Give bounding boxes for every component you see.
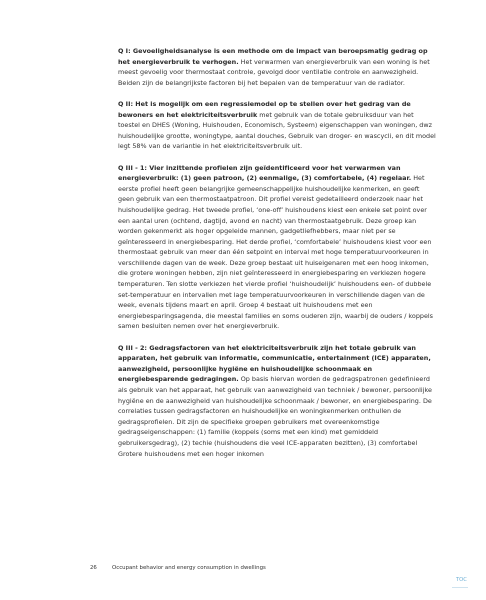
toc-underline <box>452 587 468 588</box>
footer-title: Occupant behavior and energy consumption in dwellings <box>112 565 266 571</box>
paragraph-q2 <box>118 99 436 152</box>
paragraph-body: Op basis hiervan worden de gedragspatronen gedefinieerd als gebruik van het apparaat, het gebruik van aanwezigheid van techniek / bewoner, persoonlijke hygiëne en de aanwezigheid van huishoudelijke schoonmaak / bewoner, en energiebesparing. De correlaties tussen gedragsfactoren en huishoudelijke en woningkenmerken onthullen de gedragsprofielen. Dit zijn de specifieke groepen gebruikers met overeenkomstige gedragseigenschappen: (1) familie (koppels (soms met een kind) met gemiddeld gebruikersgedrag), (2) techie (huishoudens die veel ICE-apparaten bezitten), (3) comfortabel Grotere huishoudens met een hoger inkomen <box>118 375 432 458</box>
paragraph-lead: Q II: Het is mogelijk om een regressiemodel op te stellen over het gedrag van de bewoners en het elektriciteitsverbruik <box>118 99 411 119</box>
paragraph-body: Het eerste profiel heeft geen belangrijke gemeenschappelijke huishoudelijke kenmerken, en geeft geen gebruik van een thermostaatpatroon. Dit profiel vereist gedetailleerd onderzoek naar het huishoudelijke gedrag. Het tweede profiel, ‘one-off’ huishoudens kiest een enkele set point over een aantal uren (ochtend, dagtijd, avond en nacht) van thermostaatgebruik. Deze groep kan worden gekenmerkt als hoger opgeleide mannen, gadgetliefhebbers, maar niet per se geïnteresseerd in energiebesparing. Het derde profiel, ‘comfortabele’ huishoudens kiest voor een thermostaat gebruik van meer dan één setpoint en interval met hoge temperatuurvoorkeuren in verschillende dagen van de week. Deze groep bestaat uit huiseigenaren met een hoog inkomen, die grotere woningen hebben, zijn niet geïnteresseerd in energiebesparing en verkiezen hogere temperaturen. Ten slotte verkiezen het vierde profiel ‘huishoudelijk’ huishoudens een- of dubbele set-temperatuur en intervallen met lage temperatuurvoorkeuren in verschillende dagen van de week, evenals tijdens maart en april. Groep 4 bestaat uit huishoudens met een energiebesparingsagenda, die meestal families en soms ouderen zijn, waarbij de ouders / koppels samen besluiten nemen over het energieverbruik. <box>118 174 434 331</box>
paragraph-q1 <box>118 46 436 88</box>
paragraph-body: Het verwarmen van energieverbruik van een woning is het meest gevoelig voor thermostaat controle, gevolgd door ventilatie controle en aanwezigheid. Beiden zijn de belangrijkste factoren bij het bepalen van de temperatuur van de radiator. <box>118 57 430 87</box>
paragraph-lead: Q III - 1: Vier inzittende profielen zijn geïdentificeerd voor het verwarmen van energieverbruik: (1) geen patroon, (2) eenmalige, (3) comfortabele, (4) regelaar. <box>118 163 412 183</box>
page-number: 26 <box>90 565 97 571</box>
paragraph-q3-2 <box>118 343 436 460</box>
paragraph-lead: Q III - 2: Gedragsfactoren van het elektriciteitsverbruik zijn het totale gebruik van apparaten, het gebruik van informatie, communicatie, entertainment (ICE) apparaten, aanwezigheid, persoonlijke hygiëne en huishoudelijke schoonmaak en energiebesparende gedragingen. <box>118 343 431 384</box>
toc-link[interactable]: TOC <box>456 577 467 583</box>
paragraph-lead: Q I: Gevoeligheidsanalyse is een methode om de impact van beroepsmatig gedrag op het energieverbruik te verhogen. <box>118 47 428 66</box>
page-footer <box>90 565 266 571</box>
paragraph-body: met gebruik van de totale gebruiksduur van het toestel en DHES (Woning, Huishouden, Economisch, Systeem) eigenschappen van woningen, dwz huishoudelijke grootte, woningtype, aantal douches, Gebruik van droger- en wascycli, en dit model legt 58% van de variantie in het elektriciteitsverbruik uit. <box>118 110 436 151</box>
main-text <box>118 46 436 470</box>
paragraph-q3-1 <box>118 163 436 333</box>
